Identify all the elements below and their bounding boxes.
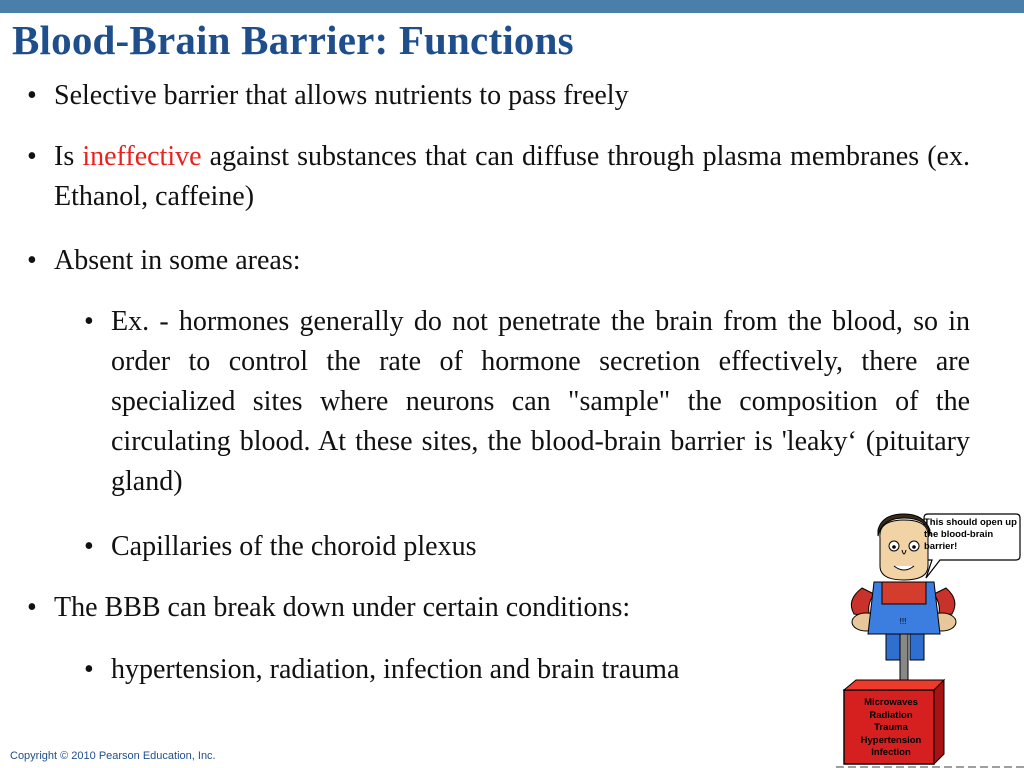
bullet-text-suffix: against substances that can diffuse through plasma membranes (ex. Ethanol, caffeine) — [54, 141, 970, 212]
bullet-text-prefix: Is — [54, 141, 83, 172]
ineffective-highlight: ineffective — [82, 141, 202, 172]
bullet-dot: • — [84, 306, 94, 337]
bullet-dot: • — [27, 80, 37, 111]
bullet-dot: • — [84, 654, 94, 685]
subbullet-hormones-example — [84, 302, 970, 502]
bullet-absent-areas — [27, 241, 627, 281]
box-label: Microwaves — [864, 697, 918, 708]
bullet-selective-barrier — [27, 76, 757, 116]
box-label: Infection — [871, 747, 911, 758]
bullet-dot: • — [27, 245, 37, 276]
box-label: Radiation — [869, 709, 913, 721]
subbullet-choroid-plexus — [84, 527, 684, 567]
overalls-text: !!! — [899, 617, 907, 626]
bullet-text: Capillaries of the choroid plexus — [111, 531, 477, 562]
slide-title: Blood-Brain Barrier: Functions — [12, 17, 574, 63]
bullet-bbb-breakdown — [27, 588, 787, 628]
bullet-dot: • — [27, 592, 37, 623]
copyright-footer: Copyright © 2010 Pearson Education, Inc. — [10, 750, 216, 762]
bullet-dot: • — [27, 141, 37, 172]
bullet-text: Selective barrier that allows nutrients to pass freely — [54, 80, 629, 111]
subbullet-conditions — [84, 650, 814, 690]
box-label: Trauma — [874, 722, 908, 733]
bullet-text: hypertension, radiation, infection and brain trauma — [111, 654, 680, 685]
top-accent-bar — [0, 0, 1024, 13]
hazard-box-labels — [850, 697, 932, 760]
bullet-text: Absent in some areas: — [54, 245, 301, 276]
bullet-text: Ex. - hormones generally do not penetrate the brain from the blood, so in order to control the rate of hormone secretion effectively, there are specialized sites where neurons can "sample" the composition of the circulating blood. At these sites, the blood-brain barrier is 'leaky‘ (pituitary gland) — [111, 306, 970, 497]
bullet-text — [54, 137, 970, 217]
bullet-ineffective — [27, 137, 970, 217]
speech-bubble-text: This should open up the blood-brain barrier! — [924, 517, 1017, 552]
bullet-text: The BBB can break down under certain conditions: — [54, 592, 631, 623]
bullet-dot: • — [84, 531, 94, 562]
box-label: Hypertension — [860, 734, 922, 746]
